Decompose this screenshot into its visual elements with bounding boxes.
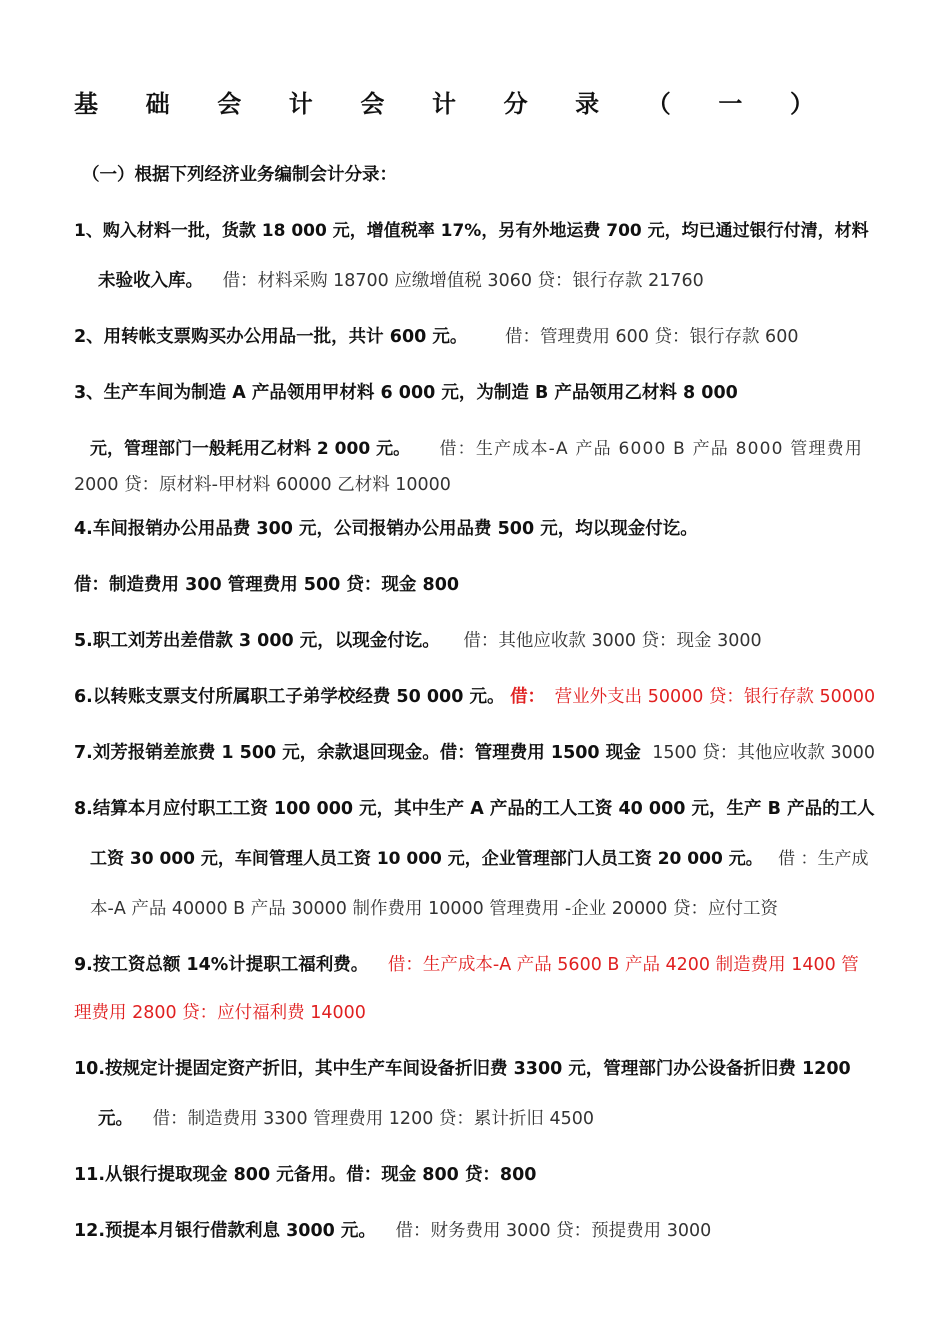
item-2 <box>74 324 798 350</box>
item-5-question: 5.职工刘芳出差借款 3 000 元，以现金付讫。 <box>74 631 440 651</box>
document-title <box>74 84 814 119</box>
item-3-question: 3、生产车间为制造 A 产品领用甲材料 6 000 元，为制造 B 产品领用乙材料 8 000 <box>74 383 738 403</box>
title-char: 一 <box>718 90 743 118</box>
item-3-line-2 <box>90 436 863 462</box>
item-3-question-cont: 元，管理部门一般耗用乙材料 2 000 元。 <box>90 439 411 459</box>
item-9-answer-cont: 理费用 2800 贷：应付福利费 14000 <box>74 1003 366 1023</box>
item-6-answer: 营业外支出 50000 贷：银行存款 50000 <box>554 687 876 707</box>
item-10-line-2 <box>98 1106 594 1132</box>
item-1-question-cont: 未验收入库。 <box>98 271 203 291</box>
item-3-answer-cont: 2000 贷：原材料-甲材料 60000 乙材料 10000 <box>74 475 451 495</box>
title-char: 计 <box>288 90 313 118</box>
item-10-answer: 借：制造费用 3300 管理费用 1200 贷：累计折旧 4500 <box>152 1109 594 1129</box>
title-char: 础 <box>145 90 170 118</box>
item-4-answer: 借：制造费用 300 管理费用 500 贷：现金 800 <box>74 575 460 595</box>
item-11: 11.从银行提取现金 800 元备用。借：现金 800 贷：800 <box>74 1165 537 1185</box>
title-char: 会 <box>360 90 385 118</box>
item-2-answer: 借：管理费用 600 贷：银行存款 600 <box>504 327 799 347</box>
title-char: 分 <box>503 90 528 118</box>
item-8-answer-cont: 本-A 产品 40000 B 产品 30000 制作费用 10000 管理费用 -企业 20000 贷：应付工资 <box>90 899 778 919</box>
title-char: 会 <box>217 90 242 118</box>
item-6-answer-prefix: 借： <box>510 687 546 707</box>
item-12-answer: 借：财务费用 3000 贷：预提费用 3000 <box>395 1221 712 1241</box>
title-char: （ <box>646 90 671 118</box>
title-char: 计 <box>431 90 456 118</box>
item-6 <box>74 684 875 710</box>
title-char: ） <box>789 90 814 118</box>
item-12 <box>74 1218 711 1244</box>
item-9-answer: 借：生产成本-A 产品 5600 B 产品 4200 制造费用 1400 管 <box>387 955 859 975</box>
item-4-question: 4.车间报销办公用品费 300 元，公司报销办公用品费 500 元，均以现金付讫。 <box>74 519 698 539</box>
item-1-line-2 <box>98 268 704 294</box>
item-2-question: 2、用转帐支票购买办公用品一批，共计 600 元。 <box>74 327 468 347</box>
title-char: 录 <box>575 90 600 118</box>
section-heading: （一）根据下列经济业务编制会计分录： <box>82 165 397 185</box>
item-1-answer: 借：材料采购 18700 应缴增值税 3060 贷：银行存款 21760 <box>222 271 704 291</box>
item-8-question: 8.结算本月应付职工工资 100 000 元，其中生产 A 产品的工人工资 40 000 元，生产 B 产品的工人 <box>74 799 875 819</box>
item-9 <box>74 952 859 978</box>
item-12-question: 12.预提本月银行借款利息 3000 元。 <box>74 1221 376 1241</box>
title-char: 基 <box>74 90 98 118</box>
item-6-question: 6.以转账支票支付所属职工子弟学校经费 50 000 元。 <box>74 687 505 707</box>
item-5 <box>74 628 762 654</box>
item-1-question: 1、购入材料一批，货款 18 000 元，增值税率 17%，另有外地运费 700 元，均已通过银行付清，材料 <box>74 221 869 241</box>
item-7-question: 7.刘芳报销差旅费 1 500 元，余款退回现金。借：管理费用 1500 现金 <box>74 743 641 763</box>
item-9-question: 9.按工资总额 14%计提职工福利费。 <box>74 955 369 975</box>
item-10-question-cont: 元。 <box>98 1109 133 1129</box>
item-3-answer: 借：生产成本-A 产品 6000 B 产品 8000 管理费用 <box>439 439 864 459</box>
item-8-answer: 借 ：生产成 <box>778 849 869 869</box>
item-10-question: 10.按规定计提固定资产折旧，其中生产车间设备折旧费 3300 元，管理部门办公设备折旧费 1200 <box>74 1059 851 1079</box>
item-7-answer: 1500 贷：其他应收款 3000 <box>652 743 875 763</box>
item-5-answer: 借：其他应收款 3000 贷：现金 3000 <box>463 631 762 651</box>
item-7 <box>74 740 875 766</box>
item-8-question-cont: 工资 30 000 元，车间管理人员工资 10 000 元，企业管理部门人员工资 20 000 元。 <box>90 849 763 869</box>
item-8-line-2 <box>90 846 869 872</box>
